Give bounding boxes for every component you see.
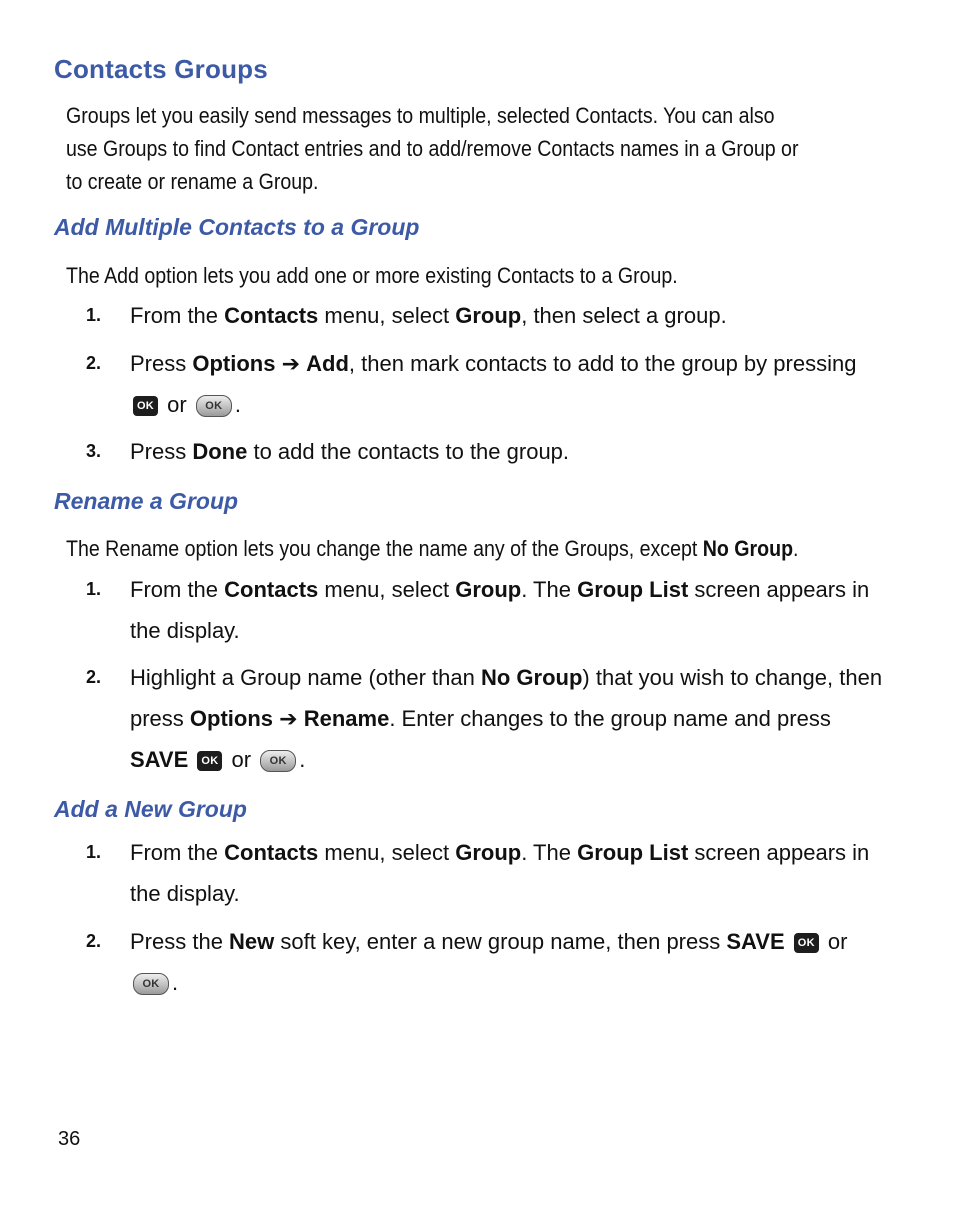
page-title: Contacts Groups	[54, 54, 268, 84]
step-text: Press Done to add the contacts to the group.	[130, 439, 570, 464]
step-number: 1.	[86, 579, 102, 599]
ok-pill-icon: OK	[260, 750, 296, 772]
arrow-icon: ➔	[281, 351, 301, 376]
step-text: From the Contacts menu, select Group, then select a group.	[130, 303, 727, 328]
heading-rename: Rename a Group	[54, 488, 239, 514]
step-number: 1.	[86, 842, 102, 862]
page-number: 36	[58, 1128, 81, 1150]
ok-pill-icon: OK	[133, 973, 169, 995]
rename-intro: The Rename option lets you change the name any of the Groups, except No Group.	[66, 536, 799, 561]
step-text: Press Options ➔ Add, then mark contacts to add to the group by pressing OK or OK .	[130, 351, 857, 417]
step-text: From the Contacts menu, select Group. The Group List screen appears in the display.	[130, 577, 870, 643]
ok-key-icon: OK	[197, 751, 222, 771]
step-number: 2.	[86, 931, 102, 951]
step-number: 1.	[86, 305, 102, 325]
step-number: 3.	[86, 441, 102, 461]
add-multiple-intro: The Add option lets you add one or more existing Contacts to a Group.	[66, 263, 678, 288]
step-text: Press the New soft key, enter a new group name, then press SAVE OK or OK .	[130, 929, 848, 995]
step-text: From the Contacts menu, select Group. The Group List screen appears in the display.	[130, 840, 870, 906]
ok-key-icon: OK	[794, 933, 819, 953]
ok-pill-icon: OK	[196, 395, 232, 417]
heading-add-multiple: Add Multiple Contacts to a Group	[54, 214, 420, 240]
step-number: 2.	[86, 667, 102, 687]
intro-paragraph: Groups let you easily send messages to multiple, selected Contacts. You can also use Groups to find Contact entries and to add/remove Contacts names in a Group or to create or rename a Group.	[66, 103, 799, 194]
step-number: 2.	[86, 353, 102, 373]
step-text: Highlight a Group name (other than No Group) that you wish to change, then press Options ➔ Rename. Enter changes to the group name and press SAVE OK or OK .	[130, 665, 883, 772]
heading-add-new: Add a New Group	[54, 796, 247, 822]
arrow-icon: ➔	[279, 706, 298, 731]
ok-key-icon: OK	[133, 396, 158, 416]
